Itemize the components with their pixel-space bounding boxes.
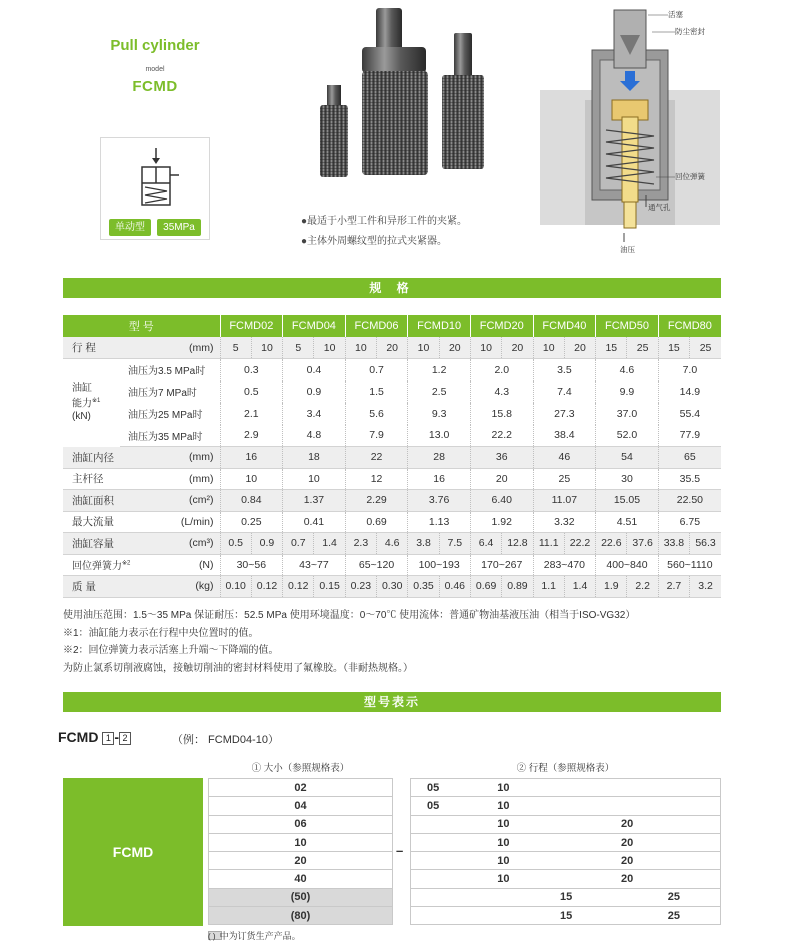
label-oil: 油压 (620, 245, 635, 254)
cell: 10 (251, 337, 282, 359)
legend-text: 中为订货生产产品。 (219, 931, 301, 941)
cell: 1.9 (596, 576, 627, 598)
stroke-row (63, 337, 721, 359)
hydraulic-symbol-box (100, 137, 210, 240)
mass-row (63, 576, 721, 598)
cell: 20 (564, 337, 595, 359)
row-label: 油缸内径 (63, 447, 120, 469)
cell: 0.9 (251, 533, 282, 555)
capacity-label (63, 359, 120, 447)
stroke-cell (533, 797, 658, 815)
cell: 3.4 (283, 403, 346, 425)
cell: 2.0 (470, 359, 533, 381)
cell: 22 (345, 447, 408, 469)
cell: 35.5 (658, 468, 721, 490)
area-row (63, 490, 721, 512)
cell: 0.12 (283, 576, 314, 598)
cell: 560~1110 (658, 554, 721, 576)
stroke-cell: 20 (533, 852, 658, 870)
cell: 52.0 (596, 425, 659, 447)
flow-row (63, 511, 721, 533)
model-col: FCMD80 (658, 315, 721, 337)
spring-row (63, 554, 721, 576)
cell: 22.50 (658, 490, 721, 512)
cell: 0.15 (314, 576, 345, 598)
label-wiper: 活塞 (668, 10, 683, 19)
cell: 15 (658, 337, 689, 359)
stroke-cell: 10 (455, 815, 533, 833)
row-label: 油缸面积 (63, 490, 120, 512)
capacity-sublabel: 油压为3.5 MPa时 (120, 359, 220, 381)
stroke-cell: 20 (533, 833, 658, 851)
cell: 11.1 (533, 533, 564, 555)
size-cell: 04 (209, 797, 393, 815)
single-acting-symbol-icon (101, 138, 211, 218)
stroke-box: 2 (119, 732, 131, 745)
spring-label: 回位弹簧力 (72, 561, 122, 573)
stroke-column-title: ② 行程（参照规格表） (516, 763, 615, 774)
cell: 0.5 (220, 381, 283, 403)
stroke-cell (411, 852, 456, 870)
stroke-cell (658, 833, 721, 851)
cell: 0.69 (345, 511, 408, 533)
cell: 0.35 (408, 576, 439, 598)
capacity-label-line: (kN) (72, 411, 91, 423)
cross-section-diagram (540, 5, 720, 258)
cell: 5 (220, 337, 251, 359)
note-line: 为防止氯系切削液腐蚀，接触切削油的密封材料使用了氟橡胶。（非耐热规格。） (63, 662, 413, 674)
model-col: FCMD50 (596, 315, 659, 337)
cell: 54 (596, 447, 659, 469)
cell: 77.9 (658, 425, 721, 447)
cell: 15.8 (470, 403, 533, 425)
cell: 25 (627, 337, 658, 359)
cell: 10 (283, 468, 346, 490)
capacity-label-line: 油缸 (72, 383, 92, 395)
cell: 4.8 (283, 425, 346, 447)
cell: 25 (690, 337, 721, 359)
cell: 4.6 (377, 533, 408, 555)
cell: 2.1 (220, 403, 283, 425)
cell: 0.25 (220, 511, 283, 533)
stroke-cell (533, 779, 658, 797)
model-col: FCMD20 (470, 315, 533, 337)
cell: 2.9 (220, 425, 283, 447)
cell: 0.69 (470, 576, 501, 598)
stroke-cell (658, 852, 721, 870)
cell: 0.4 (283, 359, 346, 381)
row-unit: (N) (120, 554, 220, 576)
cell: 2.5 (408, 381, 471, 403)
bore-row (63, 447, 721, 469)
cell: 38.4 (533, 425, 596, 447)
cell: 12 (345, 468, 408, 490)
stroke-cell: 10 (455, 779, 533, 797)
stroke-table (410, 778, 721, 925)
row-label: 主杆径 (63, 468, 120, 490)
capacity-row (63, 359, 721, 381)
row-label: 质 量 (63, 576, 120, 598)
capacity-note-mark: ※1 (92, 398, 101, 405)
cell: 2.29 (345, 490, 408, 512)
cell: 3.76 (408, 490, 471, 512)
cell: 170~267 (470, 554, 533, 576)
spec-band-title: 规 格 (63, 278, 721, 298)
size-cell: 10 (209, 833, 393, 851)
cell: 6.4 (470, 533, 501, 555)
row-unit: (cm²) (120, 490, 220, 512)
cell: 27.3 (533, 403, 596, 425)
spring-note-mark: ※2 (122, 560, 131, 567)
size-cell: (80) (209, 907, 393, 925)
cell: 22.2 (470, 425, 533, 447)
cell: 1.13 (408, 511, 471, 533)
note-line: ※1：油缸能力表示在行程中央位置时的值。 (63, 627, 259, 639)
cell: 16 (220, 447, 283, 469)
designation-band-title: 型号表示 (63, 692, 721, 712)
cell: 1.4 (564, 576, 595, 598)
cell: 37.0 (596, 403, 659, 425)
stroke-cell (658, 870, 721, 888)
size-cell: 02 (209, 779, 393, 797)
cell: 0.30 (377, 576, 408, 598)
model-col: FCMD04 (283, 315, 346, 337)
pressure-tag: 35MPa (157, 219, 201, 236)
row-label (63, 554, 131, 576)
legend-marker: ( ) (208, 932, 216, 941)
stroke-cell (658, 815, 721, 833)
stroke-cell: 15 (533, 907, 658, 925)
cell: 100~193 (408, 554, 471, 576)
cell: 14.9 (679, 385, 701, 398)
stroke-cell (411, 907, 456, 925)
cell: 11.07 (533, 490, 596, 512)
model-col: FCMD06 (345, 315, 408, 337)
cell: 33.8 (658, 533, 689, 555)
cell: 1.92 (470, 511, 533, 533)
cell: 37.6 (627, 533, 658, 555)
stroke-cell (658, 779, 721, 797)
feature-list (301, 212, 467, 252)
row-unit: (mm) (120, 447, 220, 469)
cell: 15 (596, 337, 627, 359)
product-photo (310, 5, 495, 185)
row-unit: (mm) (120, 468, 220, 490)
cell: 22.6 (596, 533, 627, 555)
model-header: 型 号 (63, 315, 220, 337)
designation-prefix: FCMD (58, 729, 99, 745)
cell: 3.8 (408, 533, 439, 555)
stroke-cell: 15 (533, 888, 658, 906)
stroke-cell: 05 (411, 797, 456, 815)
note-line: 使用油压范围：1.5～35 MPa 保证耐压：52.5 MPa 使用环境温度：0～70℃ 使用流体：普通矿物油基液压油（相当于ISO-VG32） (63, 610, 636, 621)
cell: 0.5 (220, 533, 251, 555)
cell: 0.23 (345, 576, 376, 598)
cell: 9.3 (408, 403, 471, 425)
cell: 7.4 (533, 381, 596, 403)
stroke-cell (455, 888, 533, 906)
cell: 22.2 (564, 533, 595, 555)
capacity-row (63, 425, 721, 447)
cell: 5 (283, 337, 314, 359)
cell: 0.7 (345, 359, 408, 381)
product-title: Pull cylinder (110, 37, 200, 54)
cell: 1.4 (314, 533, 345, 555)
size-cell: 40 (209, 870, 393, 888)
cell: 0.12 (251, 576, 282, 598)
cell: 9.9 (596, 381, 659, 403)
stroke-cell: 20 (533, 870, 658, 888)
stroke-cell: 10 (455, 797, 533, 815)
spec-notes (63, 607, 635, 677)
stroke-cell (658, 797, 721, 815)
cell: 5.6 (345, 403, 408, 425)
cell: 28 (408, 447, 471, 469)
size-cell: 20 (209, 852, 393, 870)
cell: 4.51 (596, 511, 659, 533)
cell: 46 (533, 447, 596, 469)
cell: 0.7 (283, 533, 314, 555)
cell: 7.5 (439, 533, 470, 555)
stroke-cell: 25 (658, 907, 721, 925)
cell: 0.89 (502, 576, 533, 598)
cell: 10 (470, 337, 501, 359)
rod-row (63, 468, 721, 490)
product-model: FCMD (132, 78, 178, 95)
model-col: FCMD40 (533, 315, 596, 337)
cell: 65 (658, 447, 721, 469)
cell: 0.46 (439, 576, 470, 598)
feature-item: ●主体外周螺纹型的拉式夹紧器。 (301, 236, 448, 247)
cell: 36 (470, 447, 533, 469)
cell: 2.3 (345, 533, 376, 555)
cell: 0.3 (220, 359, 283, 381)
row-unit: (cm³) (120, 533, 220, 555)
cell: 7.0 (682, 363, 698, 376)
stroke-cell (411, 815, 456, 833)
stroke-cell: 25 (658, 888, 721, 906)
cell: 3.32 (533, 511, 596, 533)
model-col: FCMD02 (220, 315, 283, 337)
cell: 4.6 (596, 359, 659, 381)
capacity-sublabel: 油压为7 MPa时 (120, 381, 220, 403)
row-unit: (L/min) (120, 511, 220, 533)
designation-sep: - (114, 729, 119, 745)
cell: 1.37 (283, 490, 346, 512)
cell: 25 (533, 468, 596, 490)
cell: 10 (220, 468, 283, 490)
label-spring: 回位弹簧 (675, 172, 705, 181)
cell: 10 (533, 337, 564, 359)
label-seal: 防尘密封 (675, 27, 705, 36)
cell: 4.3 (470, 381, 533, 403)
cell: 1.1 (533, 576, 564, 598)
size-cell: (50) (209, 888, 393, 906)
cell: 3.5 (533, 359, 596, 381)
cell: 0.84 (220, 490, 283, 512)
cell: 20 (377, 337, 408, 359)
cell: 283~470 (533, 554, 596, 576)
cell: 10 (408, 337, 439, 359)
size-column-title: ① 大小（参照规格表） (251, 763, 350, 774)
stroke-cell (411, 870, 456, 888)
capacity-sublabel: 油压为35 MPa时 (120, 425, 220, 447)
cell: 2.2 (627, 576, 658, 598)
stroke-label: 行 程 (63, 337, 120, 359)
feature-item: ●最适于小型工件和异形工件的夹紧。 (301, 216, 468, 227)
cell: 20 (470, 468, 533, 490)
row-label: 油缸容量 (63, 533, 120, 555)
cell: 400~840 (596, 554, 659, 576)
capacity-sublabel: 油压为25 MPa时 (120, 403, 220, 425)
cell: 13.0 (408, 425, 471, 447)
model-col: FCMD10 (408, 315, 471, 337)
cell: 15.05 (596, 490, 659, 512)
order-legend (208, 929, 301, 942)
cell: 0.9 (283, 381, 346, 403)
cell: 0.10 (220, 576, 251, 598)
spec-table (63, 315, 721, 598)
stroke-cell: 20 (533, 815, 658, 833)
stroke-unit: (mm) (120, 337, 220, 359)
cell: 6.75 (658, 511, 721, 533)
size-table (208, 778, 393, 925)
capacity-row (63, 403, 721, 425)
size-box: 1 (102, 732, 114, 745)
cell: 18 (283, 447, 346, 469)
designation-formula (58, 729, 131, 745)
cell: 56.3 (690, 533, 721, 555)
cell: 10 (314, 337, 345, 359)
volume-row (63, 533, 721, 555)
stroke-cell (411, 888, 456, 906)
cell: 20 (502, 337, 533, 359)
cell: 0.41 (283, 511, 346, 533)
stroke-cell (411, 833, 456, 851)
capacity-label-line: 能力 (72, 398, 92, 410)
size-cell: 06 (209, 815, 393, 833)
row-label: 最大流量 (63, 511, 120, 533)
stroke-cell: 10 (455, 833, 533, 851)
cell: 16 (408, 468, 471, 490)
stroke-cell: 10 (455, 870, 533, 888)
designation-example: （例： FCMD04-10） (172, 734, 279, 746)
cell: 10 (345, 337, 376, 359)
capacity-row (63, 381, 721, 403)
cell: 1.5 (345, 381, 408, 403)
cell: 3.2 (690, 576, 721, 598)
cell: 43~77 (283, 554, 346, 576)
row-unit: (kg) (120, 576, 220, 598)
label-vent: 通气孔 (648, 203, 671, 212)
stroke-cell: 05 (411, 779, 456, 797)
cell: 7.9 (345, 425, 408, 447)
cell: 55.4 (679, 407, 701, 420)
cell: 30 (596, 468, 659, 490)
designation-main-label: FCMD (63, 778, 203, 926)
cell: 20 (439, 337, 470, 359)
single-acting-tag: 单动型 (109, 219, 151, 236)
cell: 12.8 (502, 533, 533, 555)
designation-dash: – (396, 843, 404, 858)
stroke-cell: 10 (455, 852, 533, 870)
cell: 65~120 (345, 554, 408, 576)
cell: 2.7 (658, 576, 689, 598)
stroke-cell (455, 907, 533, 925)
cell: 6.40 (470, 490, 533, 512)
cell: 30~56 (220, 554, 283, 576)
note-line: ※2：回位弹簧力表示活塞上升端～下降端的值。 (63, 645, 279, 656)
cell: 1.2 (408, 359, 471, 381)
model-label: model (145, 66, 165, 73)
